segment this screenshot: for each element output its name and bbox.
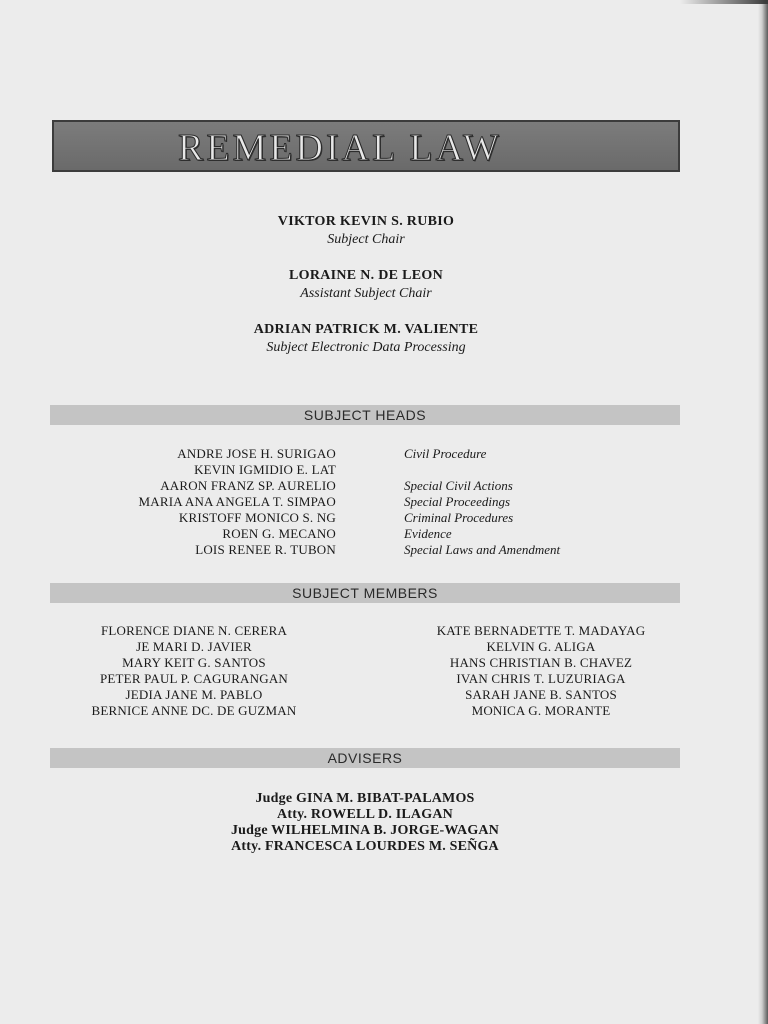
member-name: KATE BERNADETTE T. MADAYAG (436, 623, 646, 638)
subject-head-row (50, 446, 680, 462)
adviser-name: Atty. ROWELL D. ILAGAN (277, 807, 453, 822)
subject-heads-list (50, 446, 680, 558)
subject-head-subject: Evidence (404, 526, 452, 541)
officer-name: VIKTOR KEVIN S. RUBIO (277, 214, 455, 229)
subject-head-row (50, 510, 680, 526)
adviser-name: Atty. FRANCESCA LOURDES M. SEÑGA (231, 839, 499, 854)
member-name: SARAH JANE B. SANTOS (465, 687, 617, 702)
member-name: MONICA G. MORANTE (471, 703, 611, 718)
title-banner (52, 120, 680, 172)
subject-heads-heading: SUBJECT HEADS (50, 405, 680, 425)
page-title: REMEDIAL LAW (178, 127, 502, 169)
subject-head-name: ROEN G. MECANO (222, 526, 336, 541)
subject-head-name: KEVIN IGMIDIO E. LAT (194, 462, 336, 477)
member-name: FLORENCE DIANE N. CERERA (100, 623, 288, 638)
subject-members-left-column (44, 623, 344, 719)
member-name: MARY KEIT G. SANTOS (122, 655, 266, 670)
advisers-heading: ADVISERS (50, 748, 680, 768)
member-name: BERNICE ANNE DC. DE GUZMAN (91, 703, 297, 718)
subject-head-row (50, 462, 680, 478)
member-name: JEDIA JANE M. PABLO (125, 687, 263, 702)
subject-members-heading: SUBJECT MEMBERS (50, 583, 680, 603)
subject-head-name: KRISTOFF MONICO S. NG (178, 510, 336, 525)
subject-head-name: AARON FRANZ SP. AURELIO (160, 478, 336, 493)
member-name: KELVIN G. ALIGA (486, 639, 596, 654)
officer-role: Subject Chair (327, 232, 405, 247)
officer-name: LORAINE N. DE LEON (289, 268, 443, 283)
advisers-list (50, 791, 680, 855)
officers-block (52, 213, 680, 375)
subject-head-row (50, 526, 680, 542)
subject-members-right-column (391, 623, 691, 719)
officer-entry (52, 267, 680, 303)
subject-head-subject: Civil Procedure (404, 446, 487, 461)
member-name: IVAN CHRIS T. LUZURIAGA (456, 671, 626, 686)
officer-role: Subject Electronic Data Processing (266, 340, 466, 355)
subject-head-subject: Criminal Procedures (404, 510, 514, 525)
subject-head-row (50, 494, 680, 510)
officer-name: ADRIAN PATRICK M. VALIENTE (253, 322, 479, 337)
subject-head-name: ANDRE JOSE H. SURIGAO (177, 446, 336, 461)
member-name: HANS CHRISTIAN B. CHAVEZ (449, 655, 633, 670)
subject-head-name: MARIA ANA ANGELA T. SIMPAO (138, 494, 336, 509)
subject-head-subject: Special Civil Actions (404, 478, 513, 493)
subject-head-row (50, 542, 680, 558)
adviser-name: Judge WILHELMINA B. JORGE-WAGAN (230, 823, 500, 838)
subject-head-row (50, 478, 680, 494)
adviser-name: Judge GINA M. BIBAT-PALAMOS (255, 791, 475, 806)
officer-entry (52, 213, 680, 249)
subject-head-subject: Special Proceedings (404, 494, 511, 509)
page-edge-shadow (758, 0, 768, 1024)
officer-entry (52, 321, 680, 357)
subject-head-name: LOIS RENEE R. TUBON (195, 542, 336, 557)
subject-head-subject: Special Laws and Amendment (404, 542, 561, 557)
member-name: PETER PAUL P. CAGURANGAN (99, 671, 289, 686)
page-corner-shadow (680, 0, 768, 4)
member-name: JE MARI D. JAVIER (136, 639, 252, 654)
officer-role: Assistant Subject Chair (300, 286, 432, 301)
